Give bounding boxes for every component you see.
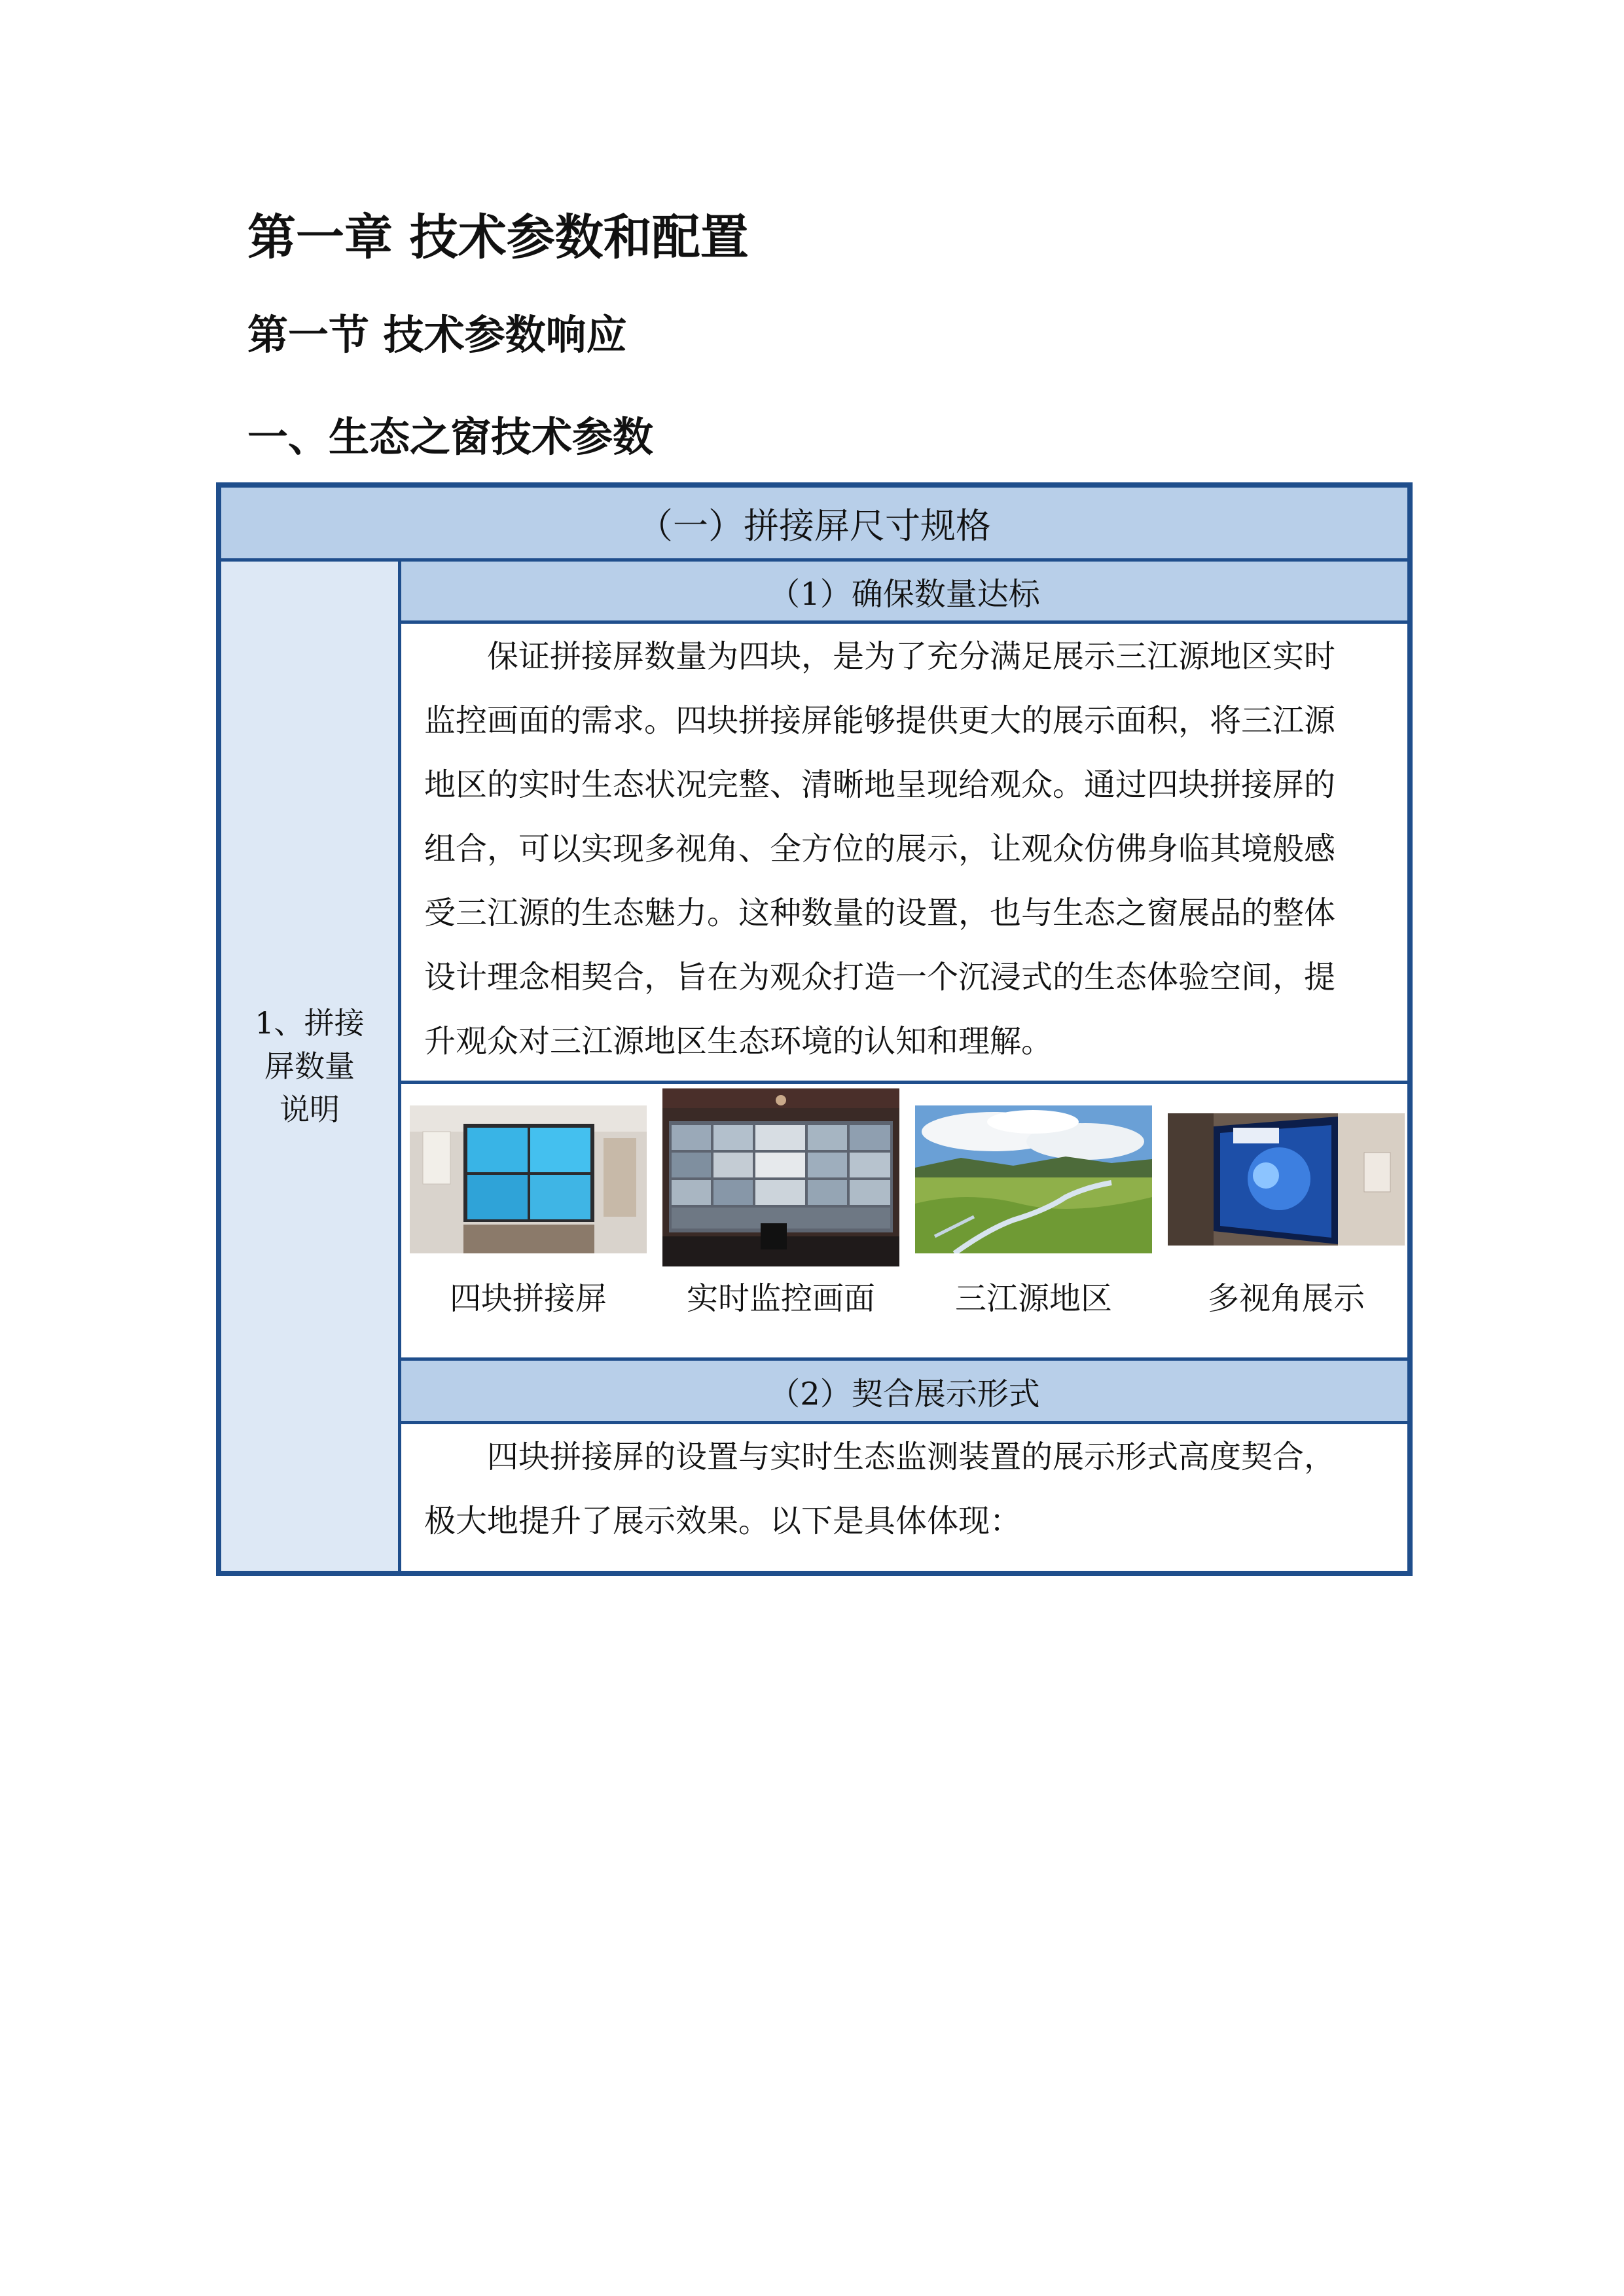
side-label-line: 1、拼接 [255,1005,365,1041]
angled-display-photo [1168,1113,1405,1246]
paragraph-line: 升观众对三江源地区生态环境的认知和理解。 [424,1023,1053,1060]
paragraph-line: 设计理念相契合，旨在为观众打造一个沉浸式的生态体验空间，提 [424,959,1336,996]
paragraph-line: 地区的实时生态状况完整、清晰地呈现给观众。通过四块拼接屏的 [424,766,1336,803]
sub2-paragraph [424,1425,1390,1553]
subsection-heading: 一、生态之窗技术参数 [247,413,654,461]
chapter-heading: 第一章 技术参数和配置 [247,209,749,266]
paragraph-line: 四块拼接屏的设置与实时生态监测装置的展示形式高度契合， [487,1439,1336,1475]
paragraph-line: 监控画面的需求。四块拼接屏能够提供更大的展示面积，将三江源 [424,702,1336,739]
landscape-photo [915,1105,1152,1253]
video-wall-photo [410,1105,647,1253]
image-caption: 实时监控画面 [686,1280,875,1317]
paragraph-line: 受三江源的生态魅力。这种数量的设置，也与生态之窗展品的整体 [424,895,1336,931]
image-caption: 四块拼接屏 [449,1280,607,1317]
side-label-line: 说明 [280,1092,340,1127]
paragraph-line: 组合，可以实现多视角、全方位的展示，让观众仿佛身临其境般感 [424,831,1336,867]
side-label [221,562,398,1571]
sub2-title: （2）契合展示形式 [401,1361,1407,1421]
monitoring-wall-photo [662,1088,899,1266]
sub1-title: （1）确保数量达标 [401,562,1407,620]
side-label-line: 屏数量 [264,1049,355,1084]
image-caption: 三江源地区 [954,1280,1112,1317]
sub1-paragraph [424,624,1390,1073]
paragraph-line: 保证拼接屏数量为四块，是为了充分满足展示三江源地区实时 [487,638,1336,675]
paragraph-line: 极大地提升了展示效果。以下是具体体现： [424,1503,1022,1539]
table-title: （一）拼接屏尺寸规格 [221,488,1407,558]
spec-table [216,482,1413,1576]
image-caption: 多视角展示 [1207,1280,1365,1317]
section-heading: 第一节 技术参数响应 [247,311,627,359]
